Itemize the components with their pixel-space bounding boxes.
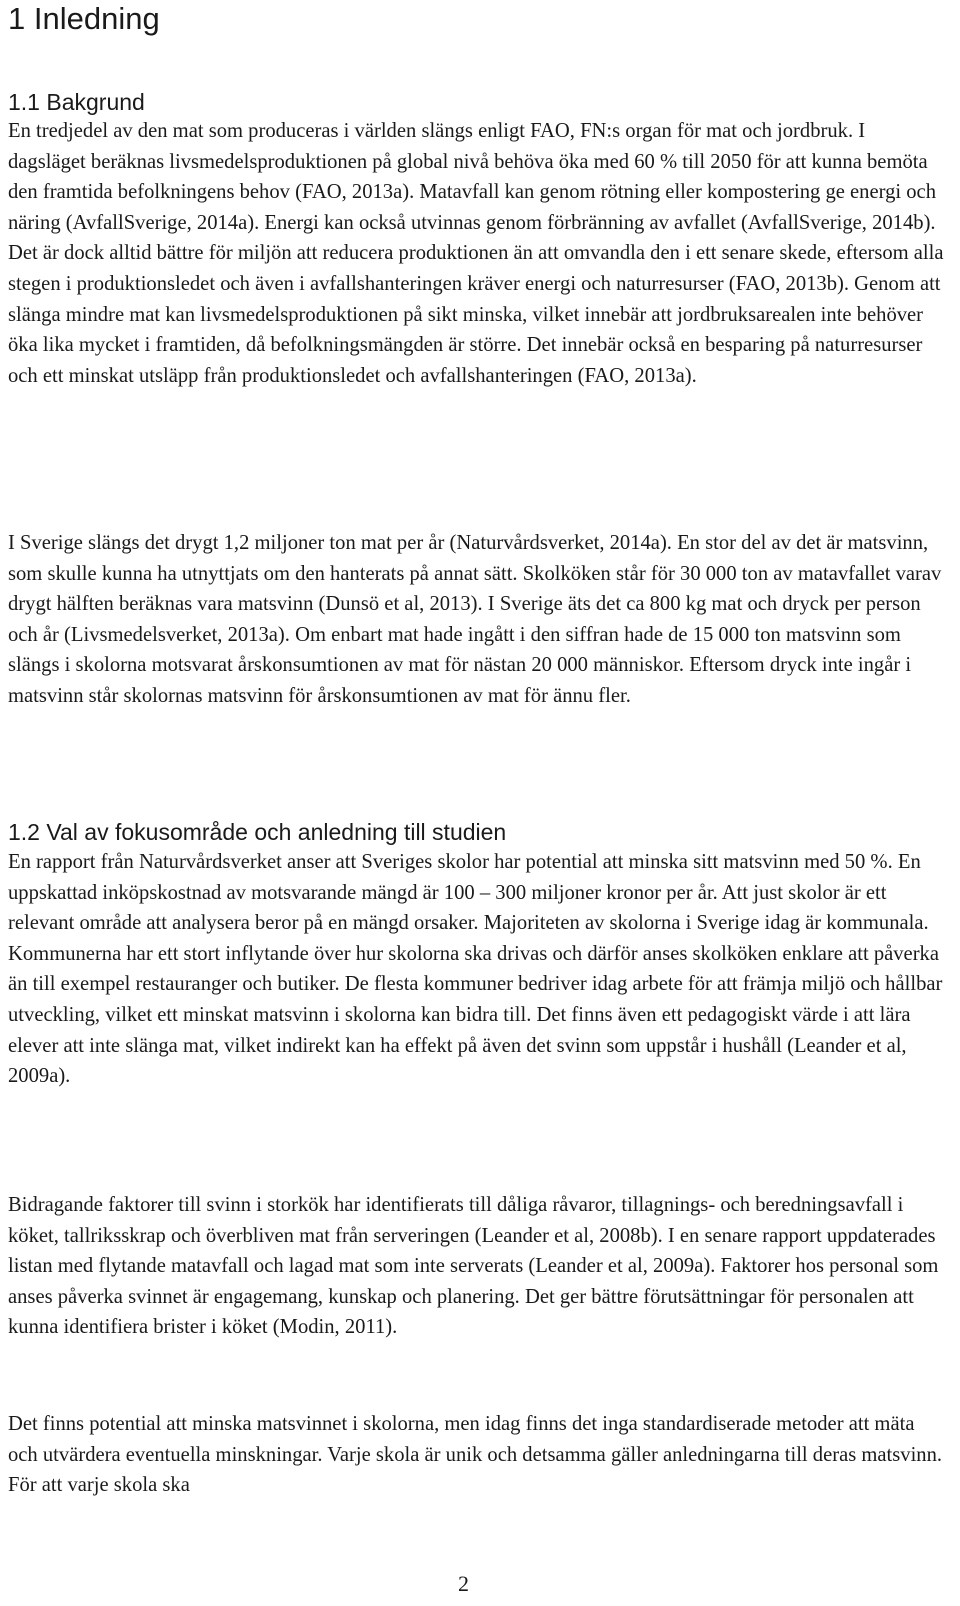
section-bakgrund bbox=[8, 88, 948, 116]
paragraph-text: I Sverige slängs det drygt 1,2 miljoner ton mat per år (Naturvårdsverket, 2014a). En stor del av det är matsvinn, som skulle kunna ha utnyttjats om den hanterats på annat sätt. Skolköken står för 30 000 ton av matavfallet varav drygt hälften beräknas vara matsvinn (Dunsö et al, 2013). I Sverige äts det ca 800 kg mat och dryck per person och år (Livsmedelsverket, 2013a). Om enbart mat hade ingått i den siffran hade de 15 000 ton matsvinn som slängs i skolorna motsvarat årskonsumtionen av mat för nästan 20 000 människor. Eftersom dryck inte ingår i matsvinn står skolornas matsvinn för årskonsumtionen av mat för ännu fler. bbox=[8, 532, 942, 707]
paragraph bbox=[8, 528, 948, 712]
paragraph bbox=[8, 847, 948, 1092]
section-title: 1.2 Val av fokusområde och anledning till studien bbox=[8, 819, 507, 845]
paragraph-text: En rapport från Naturvårdsverket anser att Sveriges skolor har potential att minska sitt matsvinn med 50 %. En uppskattad inköpskostnad av motsvarande mängd är 100 – 300 miljoner kronor per år. Att just skolor är ett relevant område att analysera beror på en mängd orsaker. Majoriteten av skolorna i Sverige idag är kommunala. Kommunerna har ett stort inflytande över hur skolorna ska drivas och därför anses skolköken enklare att påverka än till exempel restauranger och butiker. De flesta kommuner bedriver idag arbete för att främja miljö och hållbar utveckling, vilket ett minskat matsvinn i skolorna kan bidra till. Det finns även ett pedagogiskt värde i att lära elever att inte slänga mat, vilket indirekt kan ha effekt på även det svinn som uppstår i hushåll (Leander et al, 2009a). bbox=[8, 851, 943, 1088]
paragraph-text: Bidragande faktorer till svinn i storkök har identifierats till dåliga råvaror, tillagnings- och beredningsavfall i köket, tallriksskrap och överbliven mat från serveringen (Leander et al, 2008b). I en senare rapport uppdaterades listan med flytande matavfall och lagad mat som inte serverats (Leander et al, 2009a). Faktorer hos personal som anses påverka svinnet är engagemang, kunskap och planering. Det ger bättre förutsättningar för personalen att kunna identifiera brister i köket (Modin, 2011). bbox=[8, 1194, 939, 1339]
paragraph-text: En tredjedel av den mat som produceras i världen slängs enligt FAO, FN:s organ för mat och jordbruk. I dagsläget beräknas livsmedelsproduktionen på global nivå behöva öka med 60 % till 2050 för att kunna bemöta den framtida befolkningens behov (FAO, 2013a). Matavfall kan genom rötning eller kompostering ge energi och näring (AvfallSverige, 2014a). Energi kan också utvinnas genom förbränning av avfallet (AvfallSverige, 2014b). Det är dock alltid bättre för miljön att reducera produktionen än att omvandla den i ett senare skede, eftersom alla stegen i produktionsledet och även i avfallshanteringen kräver energi och naturresurser (FAO, 2013b). Genom att slänga mindre mat kan livsmedelsproduktionen på sikt minska, vilket innebär att jordbruksarealen inte behöver öka lika mycket i framtiden, då befolkningsmängden är större. Det innebär också en besparing på naturresurser och ett minskat utsläpp från produktionsledet och avfallshanteringen (FAO, 2013a). bbox=[8, 120, 944, 387]
paragraph bbox=[8, 1409, 948, 1501]
section-fokusomrade bbox=[8, 818, 948, 846]
page-number: 2 bbox=[458, 1571, 469, 1596]
section-title: 1.1 Bakgrund bbox=[8, 89, 145, 115]
paragraph-text: Det finns potential att minska matsvinnet i skolorna, men idag finns det inga standardiserade metoder att mäta och utvärdera eventuella minskningar. Varje skola är unik och detsamma gäller anledningarna till deras matsvinn. För att varje skola ska bbox=[8, 1413, 943, 1497]
paragraph bbox=[8, 116, 948, 391]
paragraph bbox=[8, 1190, 948, 1343]
chapter-title: 1 Inledning bbox=[8, 1, 160, 36]
